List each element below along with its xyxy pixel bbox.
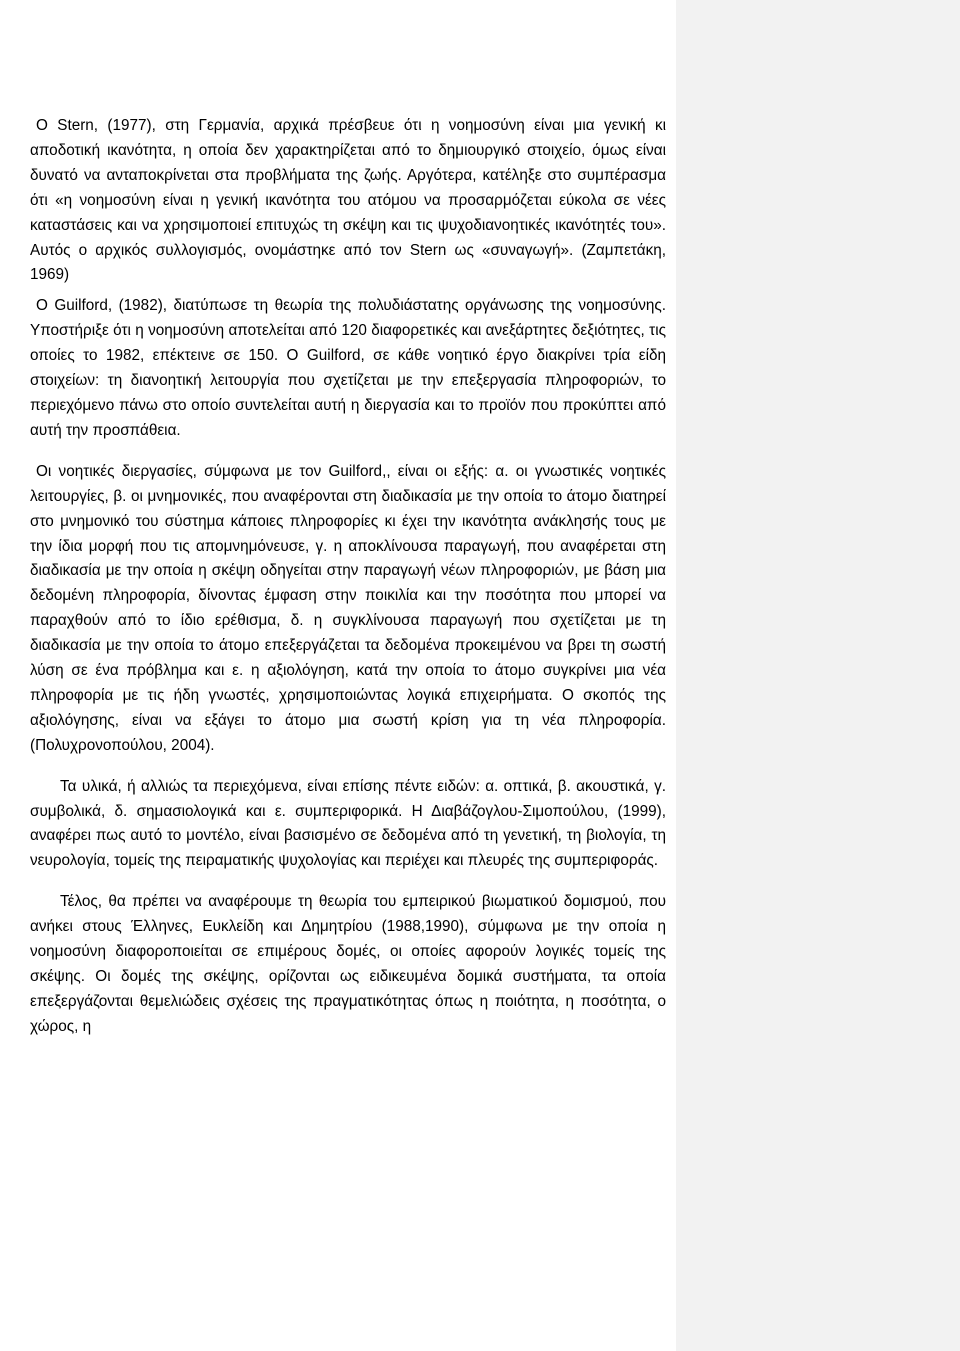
comment-margin-panel: [676, 0, 960, 1351]
paragraph-empirical-structuralism: Τέλος, θα πρέπει να αναφέρουμε τη θεωρία του εμπειρικού βιωματικού δομισμού, που ανήκει στους Έλληνες, Ευκλείδη και Δημητρίου (1988,1990), σύμφωνα με την οποία η νοημοσύνη διαφοροποιείται σε επιμέρους δομές, οι οποίες αφορούν λογικές τομείς της σκέψης. Οι δομές της σκέψης, ορίζονται ως ειδικευμένα δομικά συστήματα, τα οποία επεξεργάζονται θεμελιώδεις σχέσεις της πραγματικότητας όπως η ποιότητα, η ποσότητα, ο χώρος, η: [30, 893, 666, 1035]
paragraph-cognitive-processes: Οι νοητικές διεργασίες, σύμφωνα με τον Guilford,, είναι οι εξής: α. οι γνωστικές νοητικές λειτουργίες, β. οι μνημονικές, που αναφέρονται στη διαδικασία με την οποία το άτομο διατηρεί στο μνημονικό του σύστημα κάποιες πληροφορίες κι έχει την ικανότητα ανάκλησής τους με την ίδια μορφή που τις απομνημόνευσε, γ. η αποκλίνουσα παραγωγή, που αναφέρεται στη διαδικασία με την οποία η σκέψη οδηγείται στην παραγωγή νέων πληροφοριών, με βάση μια δεδομένη πληροφορία, δίνοντας έμφαση στην ποικιλία και την ποσότητα που μπορεί να παραχθούν από το ίδιο ερέθισμα, δ. η συγκλίνουσα παραγωγή που σχετίζεται με τη διαδικασία με την οποία το άτομο επεξεργάζεται τα δεδομένα προκειμένου να βρει τη σωστή λύση σε ένα πρόβλημα και ε. η αξιολόγηση, κατά την οποία το άτομο συγκρίνει μια νέα πληροφορία με τις ήδη γνωστές, χρησιμοποιώντας λογικά επιχειρήματα. Ο σκοπός της αξιολόγησης, είναι να εξάγει το άτομο μια σωστή κρίση για τη νέα πληροφορία. (Πολυχρονοπούλου, 2004).: [30, 462, 666, 754]
paragraph-contents: Τα υλικά, ή αλλιώς τα περιεχόμενα, είναι επίσης πέντε ειδών: α. οπτικά, β. ακουστικά, γ. συμβολικά, δ. σημασιολογικά και ε. συμπεριφορικά. Η Διαβάζογλου-Σιμοπούλου, (1999), αναφέρει πως αυτό το μοντέλο, είναι βασισμένο σε δεδομένα από τη γενετική, τη βιολογία, τη νευρολογία, τομείς της πειραματικής ψυχολογίας και περιέχει και πλευρές της συμπεριφοράς.: [30, 777, 666, 870]
paragraph-guilford-theory: Ο Guilford, (1982), διατύπωσε τη θεωρία της πολυδιάστατης οργάνωσης της νοημοσύνης. Υποστήριξε ότι η νοημοσύνη αποτελείται από 120 διαφορετικές και ανεξάρτητες δεξιότητες, τις οποίες το 1982, επέκτεινε σε 150. Ο Guilford, σε κάθε νοητικό έργο διακρίνει τρία είδη στοιχείων: τη διανοητική λειτουργία που σχετίζεται με την επεξεργασία πληροφοριών, το περιεχόμενο πάνω στο οποίο συντελείται αυτή η διεργασία και το προϊόν που προκύπτει από αυτή την προσπάθεια.: [30, 297, 666, 439]
paragraph-stern: Ο Stern, (1977), στη Γερμανία, αρχικά πρέσβευε ότι η νοημοσύνη είναι μια γενική κι αποδοτική ικανότητα, η οποία δεν χαρακτηρίζεται από το δημιουργικό στοιχείο, όμως είναι δυνατό να ανταποκρίνεται στα προβλήματα της ζωής. Αργότερα, κατέληξε στο συμπέρασμα ότι «η νοημοσύνη είναι η γενική ικανότητα του ατόμου να προσαρμόζεται εύκολα σε νέες καταστάσεις και να χρησιμοποιεί επιτυχώς τη σκέψη και τις ψυχοδιανοητικές ικανότητές του». Αυτός ο αρχικός συλλογισμός, ονομάστηκε από τον Stern ως «συναγωγή». (Ζαμπετάκη, 1969): [30, 117, 666, 284]
body-text: [30, 114, 666, 1040]
